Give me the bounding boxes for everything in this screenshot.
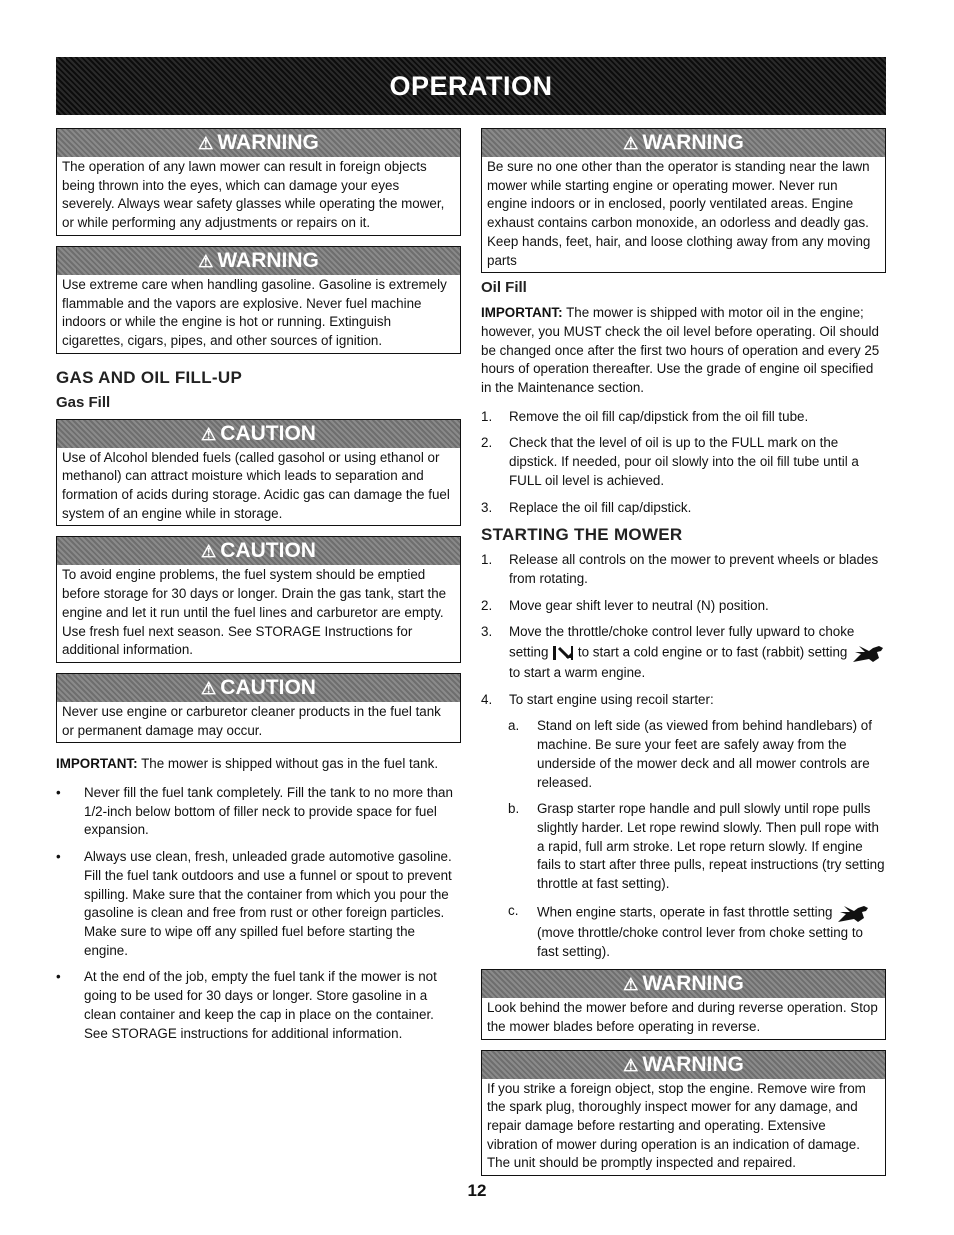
- list-item: c. When engine starts, operate in fast throttle setting (move throttle/choke control lever from choke setting to fast setting).: [481, 902, 886, 961]
- page-number: 12: [467, 1181, 487, 1200]
- important-note-oil: IMPORTANT: The mower is shipped with motor oil in the engine; however, you MUST check the oil level before operating. Oil should be changed once after the first two hours of operation and every 25 hours of operation thereafter. Use the grade of engine oil specified in the Maintenance section.: [481, 305, 880, 396]
- caution-header: ⚠ CAUTION: [57, 674, 460, 702]
- caution-box-cleaner: [56, 673, 461, 743]
- caution-header: ⚠ CAUTION: [57, 537, 460, 565]
- warning-triangle-icon: ⚠: [201, 424, 217, 444]
- caution-box-storage: [56, 536, 461, 663]
- gas-fill-bullets: [56, 784, 461, 1043]
- warning-text: Be sure no one other than the operator is standing near the lawn mower while starting engine or operating mower. Never run engine indoors or in enclosed, poorly ventilated areas. Engine exhaust contains carbon monoxide, an odorless and deadly gas. Keep hands, feet, hair, and loose clothing away from any moving parts: [487, 159, 871, 268]
- warning-text: Look behind the mower before and during reverse operation. Stop the mower blades before operating in reverse.: [487, 1000, 878, 1034]
- list-item: • Never fill the fuel tank completely. Fill the tank to no more than 1/2-inch below bottom of filler neck to provide space for fuel expansion.: [56, 785, 453, 838]
- warning-box-eye-safety: [56, 128, 461, 236]
- oil-fill-steps: [481, 408, 886, 518]
- left-column: [56, 128, 461, 1051]
- warning-triangle-icon: ⚠: [623, 134, 639, 153]
- subsection-title-gas-fill: Gas Fill: [56, 393, 111, 411]
- choke-icon: [552, 644, 574, 662]
- list-item: 1. Remove the oil fill cap/dipstick from the oil fill tube.: [481, 408, 809, 424]
- caution-box-alcohol-fuels: [56, 419, 461, 527]
- important-note-gas: IMPORTANT: The mower is shipped without gas in the fuel tank.: [56, 756, 439, 772]
- warning-header: ⚠ WARNING: [482, 1051, 885, 1079]
- page-title: OPERATION: [389, 71, 553, 101]
- warning-triangle-icon: ⚠: [201, 542, 217, 562]
- warning-triangle-icon: ⚠: [198, 134, 214, 153]
- warning-header: ⚠ WARNING: [57, 247, 460, 275]
- list-item: 1. Release all controls on the mower to prevent wheels or blades from rotating.: [481, 552, 879, 586]
- warning-header: ⚠ WARNING: [482, 129, 885, 157]
- list-item: 3. Move the throttle/choke control lever fully upward to choke setting to start a cold engine or to fast (rabbit) setting to start a warm engine.: [481, 623, 886, 682]
- warning-box-foreign-object: [481, 1050, 886, 1177]
- list-item: b. Grasp starter rope handle and pull slowly until rope pulls slightly harder. Let rope rewind slowly. Then pull rope with a rapid, full arm stroke. Let rope return slowly. If engine fails to start after three pulls, repeat instructions (try setting throttle at fast setting).: [508, 801, 885, 892]
- rabbit-fast-icon: [851, 642, 885, 664]
- warning-box-bystanders: [481, 128, 886, 273]
- warning-triangle-icon: ⚠: [623, 1055, 639, 1075]
- caution-text: To avoid engine problems, the fuel system should be emptied before storage for 30 days or longer. Drain the gas tank, start the engine and let it run until the fuel lines and carburetor are empty. Use fresh fuel next season. See STORAGE Instructions for additional information.: [62, 567, 447, 658]
- list-item: 2. Check that the level of oil is up to the FULL mark on the dipstick. If needed, pour oil slowly into the oil fill tube until a FULL oil level is achieved.: [481, 435, 859, 488]
- warning-text: The operation of any lawn mower can result in foreign objects being thrown into the eyes, which can damage your eyes severely. Always wear safety glasses while operating the mower, or while performing any adjustments or repairs on it.: [62, 159, 445, 231]
- warning-header: ⚠ WARNING: [482, 970, 885, 998]
- caution-text: Use of Alcohol blended fuels (called gasohol or using ethanol or methanol) can attract moisture which leads to separation and formation of acids during storage. Acidic gas can damage the fuel system of an engine while in storage.: [62, 449, 450, 521]
- list-item: • At the end of the job, empty the fuel tank if the mower is not going to be used for 30 days or longer. Store gasoline in a clean container and keep the cap in place on the container. See STORAGE instructions for additional information.: [56, 969, 437, 1041]
- subsection-title-oil-fill: Oil Fill: [481, 279, 527, 297]
- warning-header: ⚠ WARNING: [57, 129, 460, 157]
- caution-text: Never use engine or carburetor cleaner products in the fuel tank or permanent damage may occur.: [62, 703, 441, 738]
- section-title-gas-oil: GAS AND OIL FILL-UP: [56, 367, 243, 387]
- list-item: 3. Replace the oil fill cap/dipstick.: [481, 499, 692, 515]
- warning-box-gasoline: [56, 246, 461, 354]
- page-banner: [56, 57, 886, 115]
- section-title-starting: STARTING THE MOWER: [481, 525, 683, 545]
- rabbit-fast-icon: [836, 902, 870, 924]
- list-item: • Always use clean, fresh, unleaded grade automotive gasoline. Fill the fuel tank outdoors and use a funnel or spout to prevent spilling. Make sure that the container from which you pour the gasoline is clean and free from rust or other foreign particles. Make sure to wipe off any spilled fuel before starting the engine.: [56, 849, 452, 958]
- warning-triangle-icon: ⚠: [198, 251, 214, 271]
- starting-steps: [481, 551, 886, 961]
- list-item: 2. Move gear shift lever to neutral (N) position.: [481, 597, 769, 613]
- warning-text: If you strike a foreign object, stop the engine. Remove wire from the spark plug, thoroughly inspect mower for any damage, and repair damage before restarting and operating. Extensive vibration of mower during operation is an indication of damage. The unit should be promptly inspected and repaired.: [487, 1080, 866, 1171]
- warning-triangle-icon: ⚠: [623, 975, 639, 995]
- right-column: [481, 128, 886, 1186]
- warning-box-reverse: [481, 969, 886, 1039]
- warning-triangle-icon: ⚠: [201, 678, 217, 698]
- list-item: 4. To start engine using recoil starter:: [481, 691, 714, 707]
- caution-header: ⚠ CAUTION: [57, 420, 460, 448]
- list-item: a. Stand on left side (as viewed from behind handlebars) of machine. Be sure your feet are safely away from the underside of the mower deck and all mower controls are released.: [508, 718, 872, 790]
- warning-text: Use extreme care when handling gasoline. Gasoline is extremely flammable and the vapors are explosive. Never fuel machine indoors or while the engine is hot or running. Extinguish cigarettes, cigars, pipes, and other sources of ignition.: [62, 276, 447, 348]
